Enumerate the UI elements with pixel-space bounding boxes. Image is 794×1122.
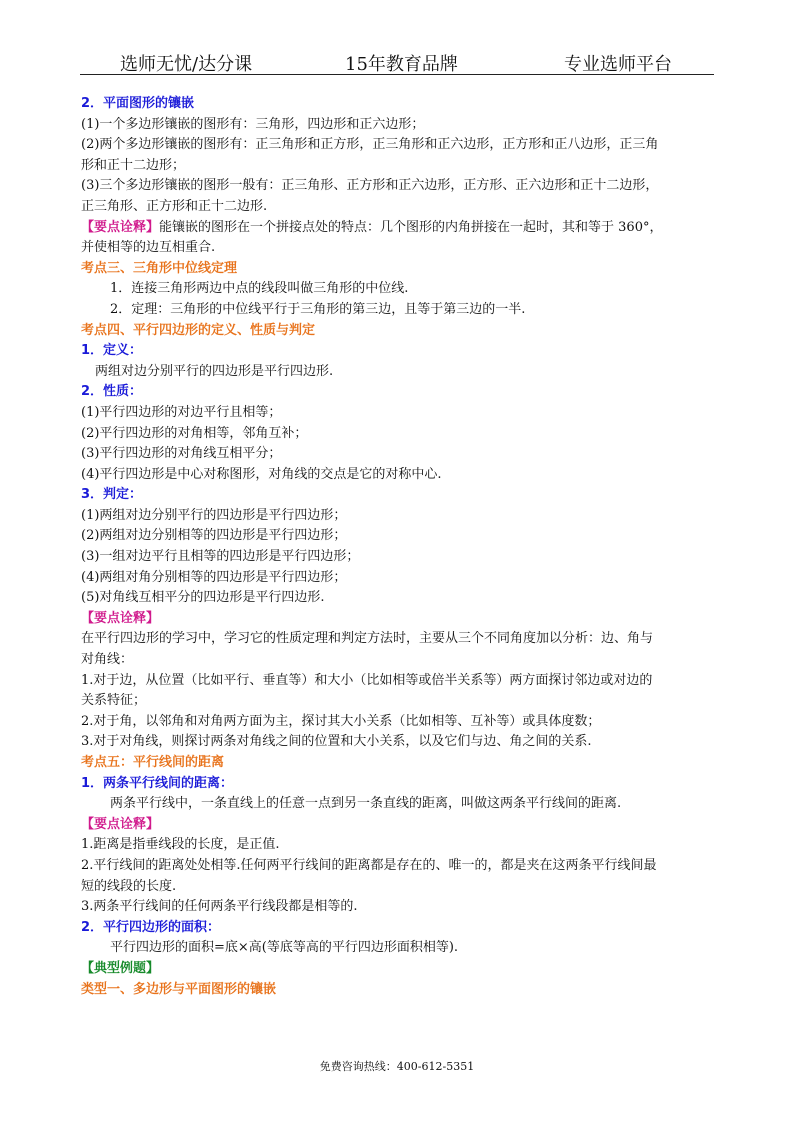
text-line: 1.对于边，从位置（比如平行、垂直等）和大小（比如相等或倍半关系等）两方面探讨邻边或对边的	[81, 672, 653, 688]
typical-examples-label: 【典型例题】	[81, 960, 160, 976]
header-right-slogan: 专业选师平台	[564, 54, 672, 75]
text-line: (1)平行四边形的对边平行且相等；	[81, 404, 282, 420]
text-line: (5)对角线互相平分的四边形是平行四边形.	[81, 590, 325, 606]
text-line: 2．定理：三角形的中位线平行于三角形的第三边，且等于第三边的一半.	[110, 301, 526, 317]
text-line: 两条平行线中，一条直线上的任意一点到另一条直线的距离，叫做这两条平行线间的距离.	[110, 796, 622, 812]
text-line: 对角线：	[81, 652, 134, 668]
topic-heading: 考点四、平行四边形的定义、性质与判定	[81, 322, 316, 338]
text-line: (4)两组对角分别相等的四边形是平行四边形；	[81, 569, 347, 585]
document-body	[81, 94, 715, 1000]
topic-heading: 考点五：平行线间的距离	[81, 755, 225, 770]
page-header	[80, 46, 714, 75]
text-line: 3.对于对角线，则探讨两条对角线之间的位置和大小关系，以及它们与边、角之间的关系.	[81, 734, 592, 750]
text-line: (3)三个多边形镶嵌的图形一般有：正三角形、正方形和正六边形，正方形、正六边形和正十二边形，	[81, 178, 659, 194]
text-line: (3)平行四边形的对角线互相平分；	[81, 446, 282, 462]
text-line: (2)两个多边形镶嵌的图形有：正三角形和正方形，正三角形和正六边形，正方形和正八边形，正三角	[81, 137, 659, 153]
text-line: (2)两组对边分别相等的四边形是平行四边形；	[81, 528, 347, 544]
text-line: 并使相等的边互相重合.	[81, 240, 216, 256]
topic-heading: 考点三、三角形中位线定理	[81, 260, 238, 276]
key-point-label: 【要点诠释】	[81, 219, 160, 235]
text-line: (3)一组对边平行且相等的四边形是平行四边形；	[81, 549, 360, 565]
section-heading: 3．判定：	[81, 487, 143, 503]
text-line: 短的线段的长度.	[81, 878, 177, 894]
section-heading: 2．平面图形的镶嵌	[81, 96, 195, 111]
text-line	[81, 218, 715, 239]
text-line: 形和正十二边形；	[81, 157, 186, 173]
text-line: 正三角形、正方形和正十二边形.	[81, 198, 268, 214]
section-heading: 2．平行四边形的面积：	[81, 919, 221, 935]
text-line: 1.距离是指垂线段的长度，是正值.	[81, 837, 280, 853]
text-line: 3.两条平行线间的任何两条平行线段都是相等的.	[81, 899, 358, 915]
header-center-slogan: 15年教育品牌	[345, 54, 458, 75]
text-line: (1)一个多边形镶嵌的图形有：三角形，四边形和正六边形；	[81, 116, 425, 132]
text-line: 1．连接三角形两边中点的线段叫做三角形的中位线.	[110, 281, 409, 297]
text-line: (2)平行四边形的对角相等，邻角互补；	[81, 425, 308, 441]
text-line: 关系特征；	[81, 693, 147, 709]
section-heading: 2．性质：	[81, 384, 143, 400]
key-point-text: 能镶嵌的图形在一个拼接点处的特点：几个图形的内角拼接在一起时，其和等于 360°，	[159, 219, 663, 235]
key-point-label: 【要点诠释】	[81, 816, 160, 832]
section-heading: 1．两条平行线间的距离：	[81, 775, 234, 791]
footer-hotline: 免费咨询热线：400-612-5351	[319, 1060, 475, 1073]
text-line: (1)两组对边分别平行的四边形是平行四边形；	[81, 507, 347, 523]
text-line: (4)平行四边形是中心对称图形，对角线的交点是它的对称中心.	[81, 466, 442, 482]
text-line: 2.平行线间的距离处处相等.任何两平行线间的距离都是存在的、唯一的，都是夹在这两条平行线间最	[81, 857, 657, 873]
text-line: 平行四边形的面积=底×高(等底等高的平行四边形面积相等).	[110, 940, 459, 956]
text-line: 在平行四边形的学习中，学习它的性质定理和判定方法时，主要从三个不同角度加以分析：边、角与	[81, 631, 654, 647]
key-point-label: 【要点诠释】	[81, 610, 160, 626]
topic-heading: 类型一、多边形与平面图形的镶嵌	[81, 981, 277, 997]
header-left-brand: 选师无忧/达分课	[120, 54, 253, 75]
section-heading: 1．定义：	[81, 343, 143, 359]
text-line: 两组对边分别平行的四边形是平行四边形.	[95, 363, 334, 379]
text-line: 2.对于角，以邻角和对角两方面为主，探讨其大小关系（比如相等、互补等）或具体度数；	[81, 713, 601, 729]
